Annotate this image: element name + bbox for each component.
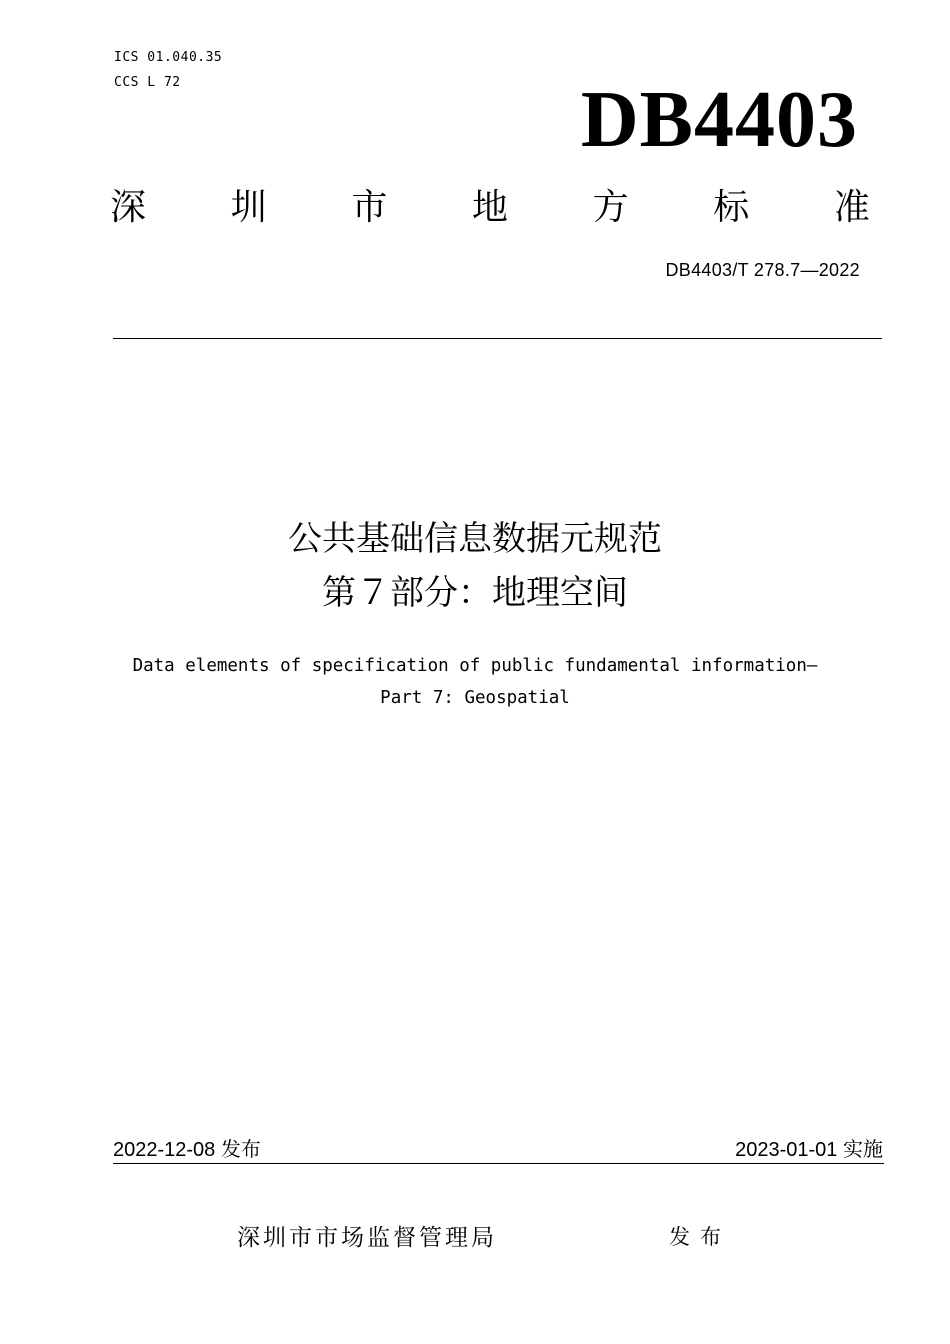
standard-number: DB4403/T 278.7—2022 xyxy=(665,260,860,280)
footer-divider xyxy=(113,1163,884,1164)
standard-type-heading xyxy=(110,184,870,232)
title-chinese-line-2: 第７部分：地理空间 xyxy=(322,573,628,613)
title-english-line-1: Data elements of specification of public fundamental information— xyxy=(132,656,818,676)
db-standard-code: DB4403 xyxy=(580,76,858,164)
implementation-date: 2023-01-01 实施 xyxy=(735,1139,883,1161)
standard-type-char: 标 xyxy=(713,187,750,228)
title-chinese-line-1: 公共基础信息数据元规范 xyxy=(288,519,662,559)
standard-type-char: 市 xyxy=(351,187,388,228)
title-english-line-2: Part 7: Geospatial xyxy=(380,688,570,708)
header-divider xyxy=(113,338,882,339)
ics-code: ICS 01.040.35 xyxy=(114,50,223,65)
standard-type-char: 方 xyxy=(592,187,629,228)
ccs-code: CCS L 72 xyxy=(114,75,181,90)
standard-type-char: 圳 xyxy=(230,187,267,228)
issue-date: 2022-12-08 发布 xyxy=(113,1139,261,1161)
standard-type-char: 地 xyxy=(471,187,508,228)
publisher-name: 深圳市市场监督管理局 xyxy=(237,1225,497,1251)
standard-type-char: 准 xyxy=(833,187,870,228)
publish-label: 发布 xyxy=(669,1225,731,1249)
standard-type-char: 深 xyxy=(110,187,147,228)
